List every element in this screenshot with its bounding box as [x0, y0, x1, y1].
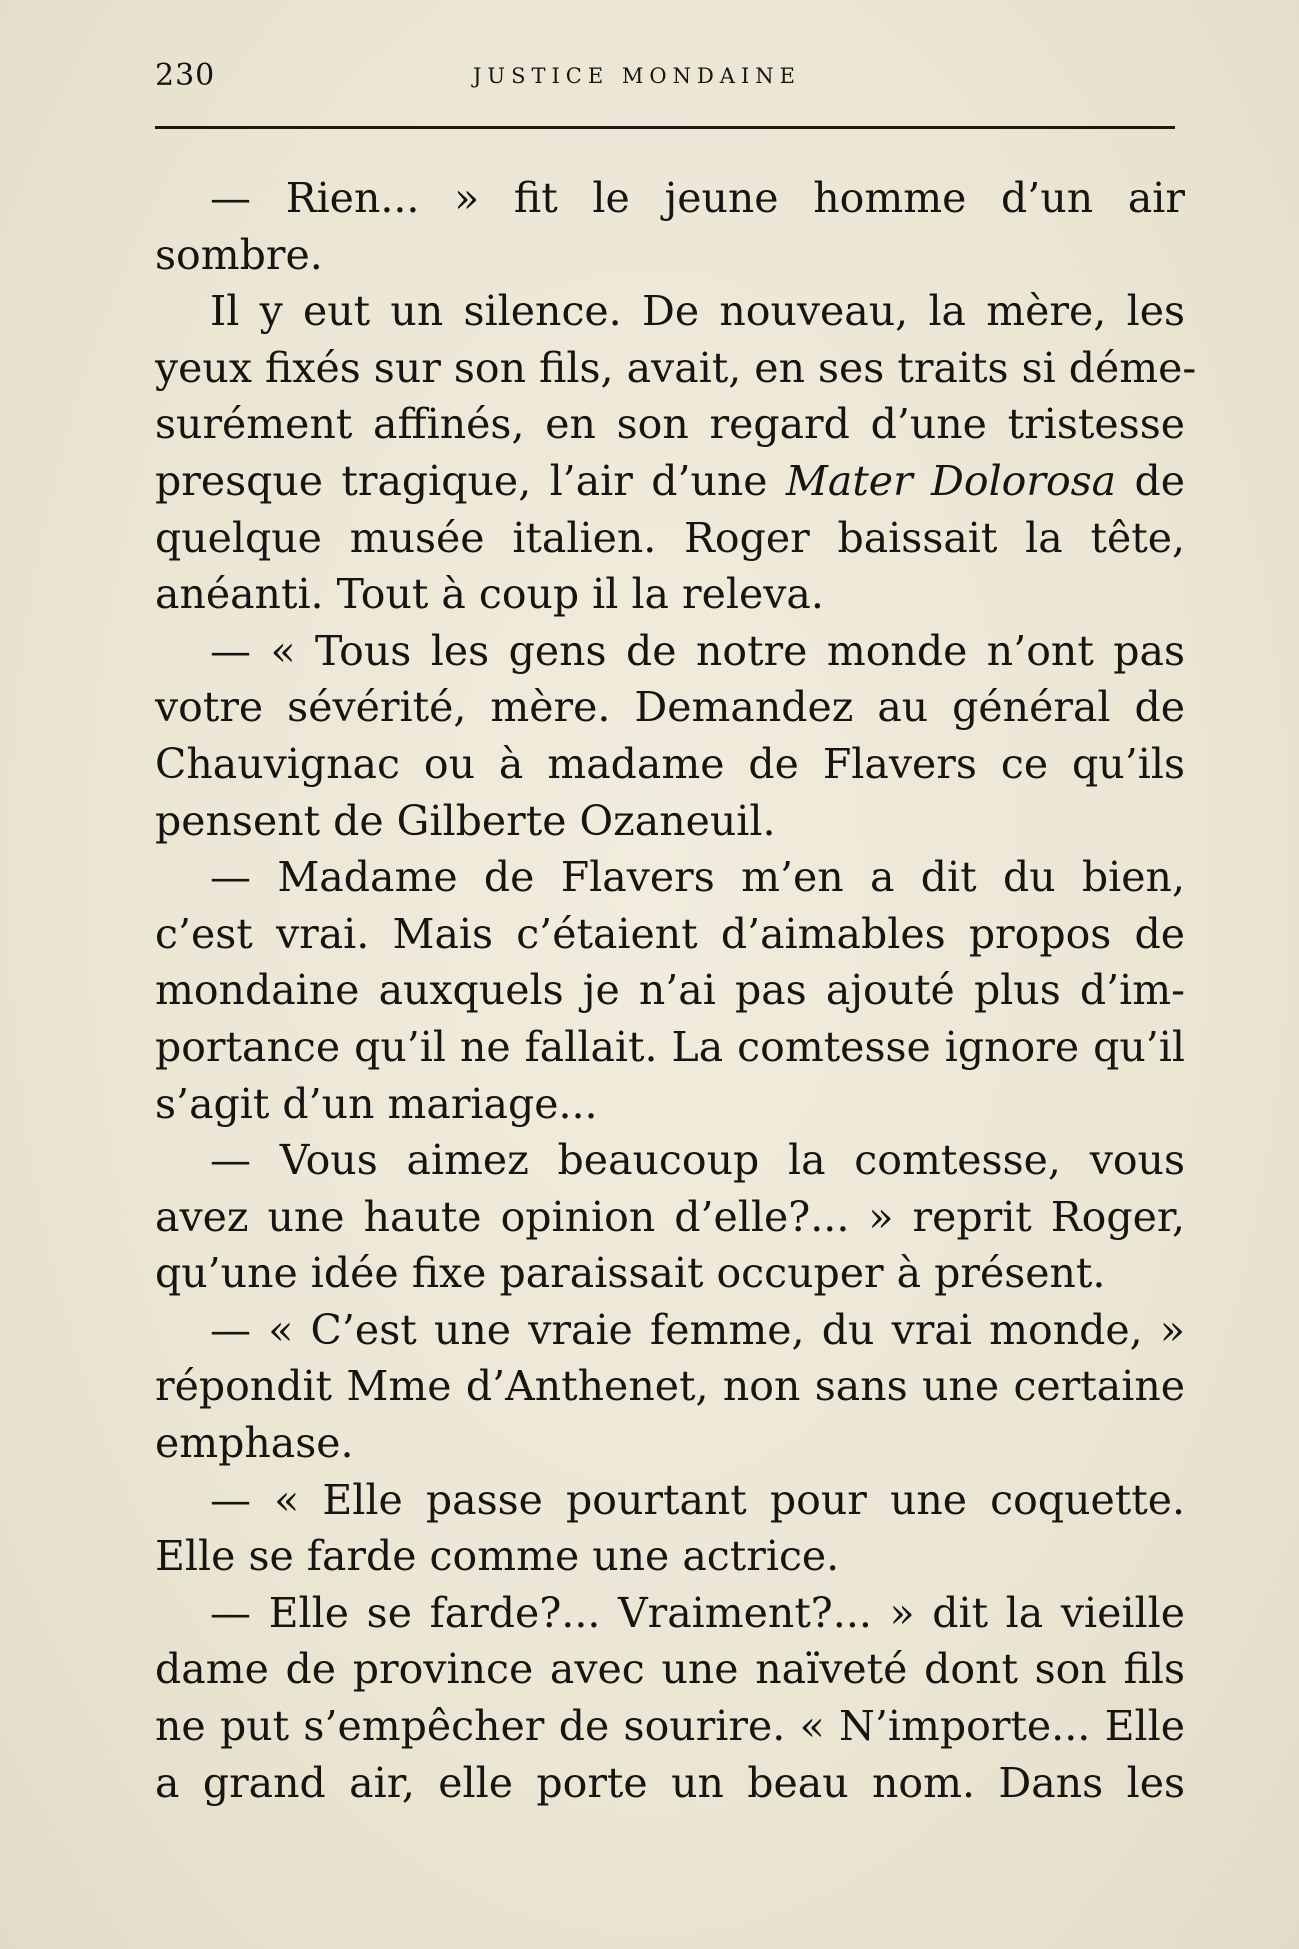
text-line-content: — Rien... » fit le jeune homme d’un air: [210, 174, 1185, 222]
running-title: JUSTICE MONDAINE: [473, 64, 801, 88]
text-line-content: dame de province avec une naïveté dont son fils: [155, 1645, 1185, 1694]
page-header: [155, 58, 1175, 98]
text-line-content: surément affinés, en son regard d’une tristesse: [155, 400, 1185, 449]
text-line-content: anéanti. Tout à coup il la releva.: [155, 570, 824, 619]
text-line: [155, 170, 1185, 227]
text-line-content: c’est vrai. Mais c’étaient d’aimables propos de: [155, 909, 1185, 958]
text-line: [155, 1641, 1185, 1698]
text-line: [155, 679, 1185, 736]
text-line-content: yeux fixés sur son fils, avait, en ses traits si déme-: [155, 343, 1197, 392]
text-line: [155, 510, 1185, 567]
text-line-content: mondaine auxquels je n’ai pas ajouté plus d’im-: [155, 966, 1185, 1015]
text-line: [155, 623, 1185, 680]
text-line-content: emphase.: [155, 1419, 354, 1468]
text-line-content: répondit Mme d’Anthenet, non sans une certaine: [155, 1362, 1185, 1411]
text-line: [155, 849, 1185, 906]
text-line-content: — Elle se farde?... Vraiment?... » dit la vieille: [210, 1588, 1185, 1637]
text-line-content: pensent de Gilberte Ozaneuil.: [155, 796, 776, 845]
text-line: [155, 227, 1185, 284]
text-line-content: — « Elle passe pourtant pour une coquette.: [210, 1475, 1185, 1524]
text-line: [155, 453, 1185, 510]
text-line-content: — Vous aimez beaucoup la comtesse, vous: [210, 1136, 1185, 1185]
text-line-content: qu’une idée fixe paraissait occuper à présent.: [155, 1249, 1106, 1298]
text-line-content: — « Tous les gens de notre monde n’ont pas: [210, 626, 1185, 675]
page-number: 230: [155, 58, 216, 93]
text-line: [155, 1132, 1185, 1189]
text-line-content: Il y eut un silence. De nouveau, la mère, les: [210, 287, 1185, 336]
italic-phrase: Mater Dolorosa: [785, 456, 1117, 505]
text-line: [155, 340, 1197, 397]
text-line: [155, 1245, 1185, 1302]
text-line-content: — « C’est une vraie femme, du vrai monde, »: [210, 1305, 1185, 1354]
text-line-content: s’agit d’un mariage...: [155, 1079, 598, 1128]
text-line: [155, 962, 1185, 1019]
text-line-content: votre sévérité, mère. Demandez au général de: [155, 683, 1185, 732]
text-line: [155, 1076, 1185, 1133]
text-line-content: Elle se farde comme une actrice.: [155, 1532, 840, 1581]
text-line: [155, 1358, 1185, 1415]
text-line-content: ne put s’empêcher de sourire. « N’importe... Elle: [155, 1702, 1185, 1751]
text-line: [155, 1189, 1185, 1246]
text-line: [155, 1019, 1185, 1076]
text-line: [155, 1415, 1185, 1472]
text-line: [155, 1698, 1185, 1755]
text-line-content: portance qu’il ne fallait. La comtesse ignore qu’il: [155, 1022, 1185, 1071]
text-line-content: — Madame de Flavers m’en a dit du bien,: [210, 853, 1185, 902]
text-line-tail: de: [1116, 456, 1185, 505]
text-line: [155, 396, 1185, 453]
text-line-content: Chauvignac ou à madame de Flavers ce qu’ils: [155, 739, 1185, 788]
text-line: [155, 1472, 1185, 1529]
text-line: [155, 736, 1185, 793]
text-line-content: avez une haute opinion d’elle?... » reprit Roger,: [155, 1192, 1185, 1241]
text-line: [155, 566, 1185, 623]
text-line: [155, 1755, 1185, 1812]
body-text: [155, 170, 1197, 1811]
text-line: [155, 906, 1185, 963]
text-line-content: presque tragique, l’air d’une: [155, 456, 786, 505]
text-line: [155, 1302, 1185, 1359]
text-line-content: a grand air, elle porte un beau nom. Dans les: [155, 1758, 1185, 1807]
text-line-content: sombre.: [155, 230, 323, 279]
header-rule: [155, 126, 1175, 129]
text-line: [155, 1528, 1185, 1585]
text-line: [155, 283, 1185, 340]
text-line: [155, 793, 1185, 850]
text-line-content: quelque musée italien. Roger baissait la tête,: [155, 513, 1185, 562]
text-line: [155, 1585, 1185, 1642]
